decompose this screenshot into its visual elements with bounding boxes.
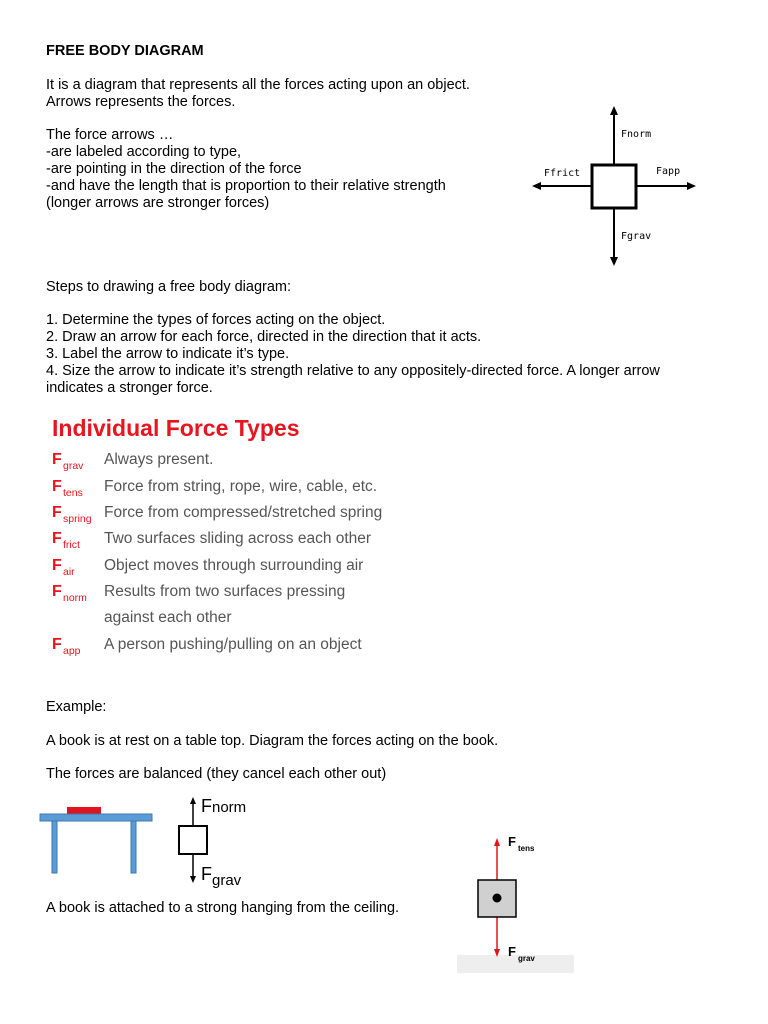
example-label: Example:: [46, 699, 107, 715]
steps-title: Steps to drawing a free body diagram:: [46, 279, 292, 295]
balanced-note: The forces are balanced (they cancel each other out): [46, 766, 387, 782]
arrows-line-1: The force arrows …: [46, 127, 174, 143]
force-description: Force from compressed/stretched spring: [104, 504, 383, 521]
force-subscript: spring: [63, 513, 92, 525]
force-types-title: Individual Force Types: [52, 415, 300, 441]
label-f-grav: Fgrav: [621, 231, 652, 242]
arrows-line-4: -and have the length that is proportion to their relative strength: [46, 178, 446, 194]
force-description: Object moves through surrounding air: [104, 557, 364, 574]
label-f-norm: Fnorm: [621, 129, 652, 140]
force-symbol: F: [52, 583, 62, 600]
force-description: against each other: [104, 609, 232, 626]
force-symbol: F: [52, 530, 62, 547]
intro-line-2: Arrows represents the forces.: [46, 94, 236, 110]
label-f-app: Fapp: [656, 166, 681, 177]
step-4-cont: indicates a stronger force.: [46, 380, 213, 396]
step-2: 2. Draw an arrow for each force, directed in the direction that it acts.: [46, 329, 482, 345]
force-subscript: norm: [63, 592, 87, 604]
arrows-line-3: -are pointing in the direction of the force: [46, 161, 302, 177]
force-description: A person pushing/pulling on an object: [104, 636, 362, 653]
force-symbol: F: [52, 504, 62, 521]
force-subscript: grav: [63, 460, 84, 472]
force-symbol: F: [52, 478, 62, 495]
example-statement: A book is at rest on a table top. Diagram the forces acting on the book.: [46, 733, 499, 749]
force-symbol: F: [52, 451, 62, 468]
page-title: FREE BODY DIAGRAM: [46, 43, 204, 59]
step-1: 1. Determine the types of forces acting on the object.: [46, 312, 386, 328]
force-subscript: tens: [63, 487, 83, 499]
force-symbol: F: [52, 636, 62, 653]
step-4: 4. Size the arrow to indicate it’s strength relative to any oppositely-directed force. A longer arrow: [46, 363, 660, 379]
hanging-statement: A book is attached to a strong hanging from the ceiling.: [46, 900, 400, 916]
label-fgrav-large: $F_{grav}$: [201, 864, 242, 889]
arrows-line-2: -are labeled according to type,: [46, 144, 242, 160]
force-symbol: F: [52, 557, 62, 574]
tension-arrowhead: [494, 838, 500, 846]
force-subscript: app: [63, 645, 81, 657]
force-description: Force from string, rope, wire, cable, etc.: [104, 478, 378, 495]
force-subscript: frict: [63, 539, 80, 551]
force-description: Results from two surfaces pressing: [104, 583, 346, 600]
intro-line-1: It is a diagram that represents all the forces acting upon an object.: [46, 77, 470, 93]
label-ftens: F $_{tens}$: [508, 834, 535, 853]
label-fnorm-large: Fnorm: [201, 796, 247, 816]
force-description: Two surfaces sliding across each other: [104, 530, 372, 547]
center-dot: [493, 894, 502, 903]
label-f-frict: Ffrict: [544, 168, 581, 179]
label-fgrav-red: F $_{grav}$: [508, 944, 535, 963]
force-subscript: air: [63, 566, 75, 578]
arrows-line-5: (longer arrows are stronger forces): [46, 195, 270, 211]
force-description: Always present.: [104, 451, 214, 468]
step-3: 3. Label the arrow to indicate it’s type.: [46, 346, 290, 362]
